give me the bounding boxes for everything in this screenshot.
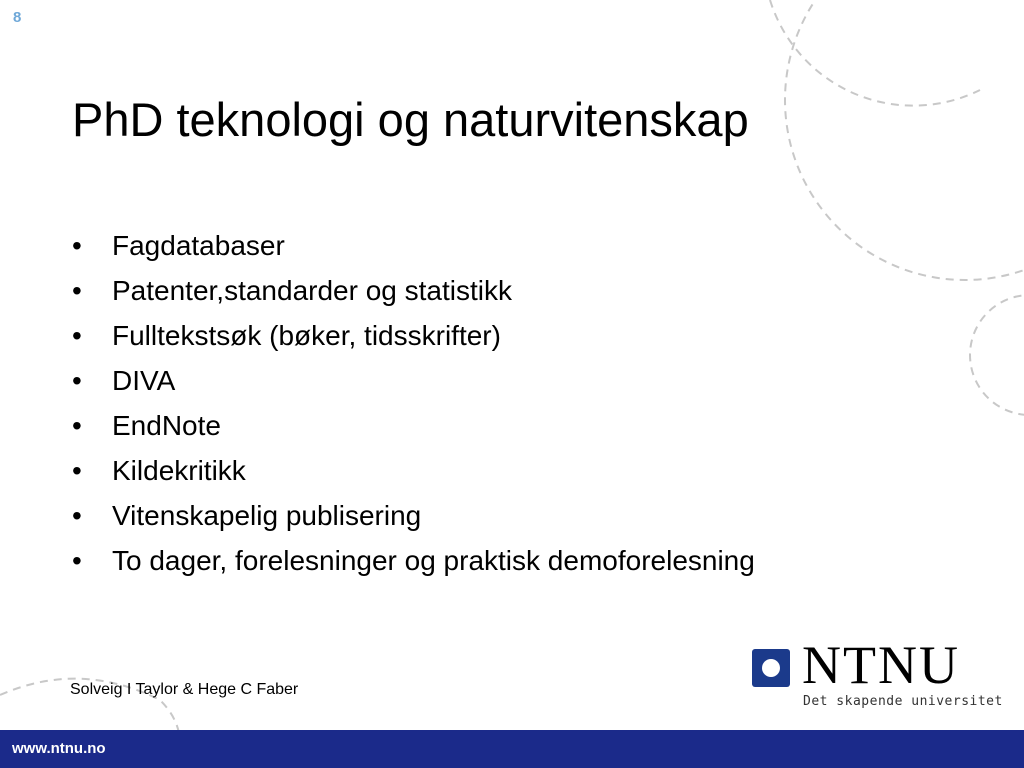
- logo-tagline: Det skapende universitet: [803, 694, 1003, 709]
- footer-url: www.ntnu.no: [12, 740, 106, 757]
- ntnu-logo-icon: [752, 649, 790, 687]
- bullet-item: • Patenter,standarder og statistikk: [72, 268, 755, 313]
- author-credit: Solveig I Taylor & Hege C Faber: [70, 681, 299, 698]
- bullet-item: • Fulltekstsøk (bøker, tidsskrifter): [72, 313, 755, 358]
- slide-title: PhD teknologi og naturvitenskap: [72, 93, 749, 146]
- logo-wordmark: NTNU: [802, 635, 960, 695]
- deco-arc-top: [770, 0, 980, 106]
- bullet-item: • EndNote: [72, 403, 755, 448]
- slide-number: 8: [13, 9, 22, 26]
- bullet-item: • DIVA: [72, 358, 755, 403]
- bullet-item: • To dager, forelesninger og praktisk demoforelesning: [72, 538, 755, 583]
- deco-circle-small: [970, 295, 1024, 415]
- bullet-item: • Vitenskapelig publisering: [72, 493, 755, 538]
- bullet-item: • Fagdatabaser: [72, 223, 755, 268]
- ntnu-logo: [752, 635, 1003, 716]
- footer-bar: [0, 730, 1024, 768]
- bullet-list: [72, 223, 755, 583]
- bullet-item: • Kildekritikk: [72, 448, 755, 493]
- deco-circle-large: [785, 0, 1024, 280]
